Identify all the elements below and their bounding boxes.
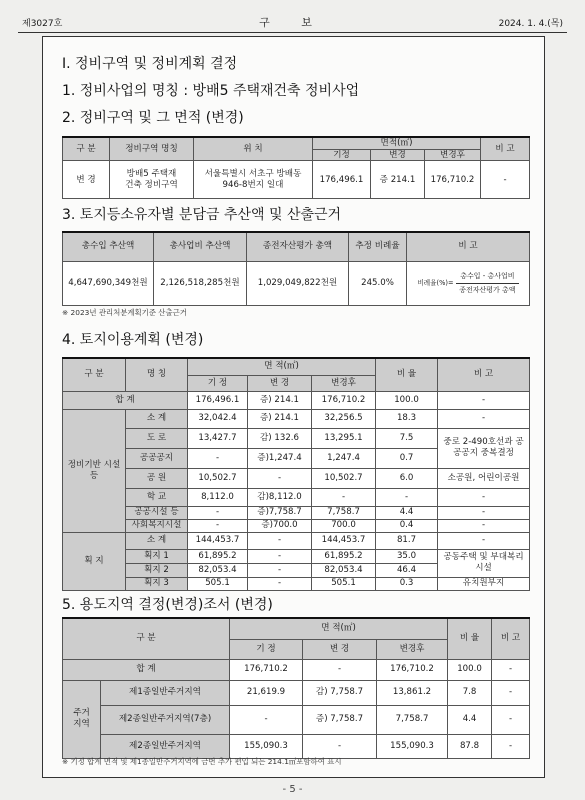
- document-frame: [42, 36, 545, 778]
- page-header: [18, 14, 567, 30]
- table-row: 변 경 방배5 주택재건축 정비구역 서울특별시 서초구 방배동 946-8번지 일대 176,496.1 증 214.1 176,710.2 -: [63, 161, 530, 199]
- table-row: 획지 2 82,053.4 - 82,053.4 46.4: [63, 563, 530, 577]
- col-income: 총수입 추산액: [63, 232, 154, 261]
- table-row: 학 교 8,112.0 감)8,112.0 - - -: [63, 488, 530, 506]
- table-row: 도 로 13,427.7 감) 132.6 13,295.1 7.5 중로 2-490호선과 공공공지 중복결정: [63, 428, 530, 448]
- group-label: 주거 지역: [63, 680, 101, 758]
- table-row: 사회복지시설 - 증)700.0 700.0 0.4 -: [63, 519, 530, 532]
- col-name: 명 칭: [126, 358, 188, 391]
- col-after: 변경후: [377, 639, 448, 659]
- header-rule: [18, 32, 567, 33]
- contribution-table: [62, 231, 530, 306]
- col-change: 변 경: [248, 375, 312, 391]
- table-row: 공공시설 등 - 증)7,758.7 7,758.7 4.4 -: [63, 506, 530, 519]
- col-after: 변경후: [425, 149, 481, 161]
- col-ratio: 비 율: [376, 358, 438, 391]
- table-row: 제2종일반주거지역 155,090.3 - 155,090.3 87.8 -: [63, 734, 530, 758]
- table-row: 정비기반 시설 등 소 계 32,042.4 증) 214.1 32,256.5 18.3 -: [63, 409, 530, 428]
- col-area: 면적(㎡): [313, 137, 481, 149]
- zone-area-table: [62, 136, 530, 199]
- contribution-heading: 3. 토지등소유자별 분담금 추산액 및 산출근거: [62, 207, 342, 223]
- table-row: 공 원 10,502.7 - 10,502.7 6.0 소공원, 어린이공원: [63, 468, 530, 488]
- col-name: 정비구역 명칭: [110, 137, 194, 161]
- col-change: 변 경: [303, 639, 377, 659]
- col-note: 비 고: [438, 358, 530, 391]
- section-heading: Ⅰ. 정비구역 및 정비계획 결정: [62, 56, 238, 72]
- group-label: 정비기반 시설 등: [63, 409, 126, 532]
- table-row: 획지 3 505.1 - 505.1 0.3 유치원부지: [63, 577, 530, 590]
- col-ratio: 추정 비례율: [349, 232, 407, 261]
- col-gubun: 구 분: [63, 137, 110, 161]
- issue-date: 2024. 1. 4.(목): [498, 19, 563, 29]
- col-gubun: 구 분: [63, 618, 230, 659]
- col-exist: 기 정: [230, 639, 303, 659]
- col-note: 비 고: [407, 232, 530, 261]
- col-area: 면 적(㎡): [230, 618, 448, 639]
- col-location: 위 치: [194, 137, 313, 161]
- issue-number: 제3027호: [22, 19, 63, 29]
- table-row: 공공공지 - 증)1,247.4 1,247.4 0.7: [63, 448, 530, 468]
- land-use-heading: 4. 토지이용계획 (변경): [62, 332, 204, 348]
- table-row: 획 지 소 계 144,453.7 - 144,453.7 81.7 -: [63, 532, 530, 549]
- page-number: - 5 -: [282, 784, 303, 795]
- total-row: 합 계 176,496.1 증) 214.1 176,710.2 100.0 -: [63, 391, 530, 409]
- zoning-note: ※ 기정 합계 면적 및 제1종일반주거지역에 금번 추가 편입 되는 214.1㎡포함하여 표시: [62, 757, 342, 766]
- col-asset: 종전자산평가 총액: [247, 232, 349, 261]
- table-row: 4,647,690,349천원 2,126,518,285천원 1,029,049,822천원 245.0% 비례율(%)= $\frac{\text{총수입 - 총사업비}}{\text{종전자산평가 총액}}$: [63, 261, 530, 305]
- land-use-table: [62, 357, 530, 591]
- table-row: 제2종일반주거지역(7층) - 증) 7,758.7 7,758.7 4.4 -: [63, 705, 530, 734]
- col-gubun: 구 분: [63, 358, 126, 391]
- zoning-table: [62, 617, 530, 759]
- project-name-heading: 1. 정비사업의 명칭 : 방배5 주택재건축 정비사업: [62, 83, 360, 99]
- col-note: 비 고: [481, 137, 530, 161]
- col-ratio: 비 율: [448, 618, 492, 659]
- col-exist: 기정: [313, 149, 371, 161]
- group-label: 획 지: [63, 532, 126, 590]
- col-exist: 기 정: [188, 375, 248, 391]
- zoning-heading: 5. 용도지역 결정(변경)조서 (변경): [62, 597, 273, 613]
- basis-note: ※ 2023년 관리처분계획기준 산출근거: [62, 308, 187, 317]
- col-after: 변경후: [312, 375, 376, 391]
- col-area: 면 적(㎡): [188, 358, 376, 375]
- col-note: 비 고: [492, 618, 530, 659]
- ratio-formula: 비례율(%)= $\frac{\text{총수입 - 총사업비}}{\text{종전자산평가 총액}}$: [407, 261, 530, 305]
- total-row: 합 계 176,710.2 - 176,710.2 100.0 -: [63, 659, 530, 680]
- col-change: 변경: [371, 149, 425, 161]
- zone-area-heading: 2. 정비구역 및 그 면적 (변경): [62, 110, 244, 126]
- table-row: 획지 1 61,895.2 - 61,895.2 35.0 공동주택 및 부대복리시설: [63, 549, 530, 563]
- table-row: 주거 지역 제1종일반주거지역 21,619.9 감) 7,758.7 13,861.2 7.8 -: [63, 680, 530, 705]
- gazette-title: 구 보: [259, 16, 326, 29]
- col-cost: 총사업비 추산액: [154, 232, 247, 261]
